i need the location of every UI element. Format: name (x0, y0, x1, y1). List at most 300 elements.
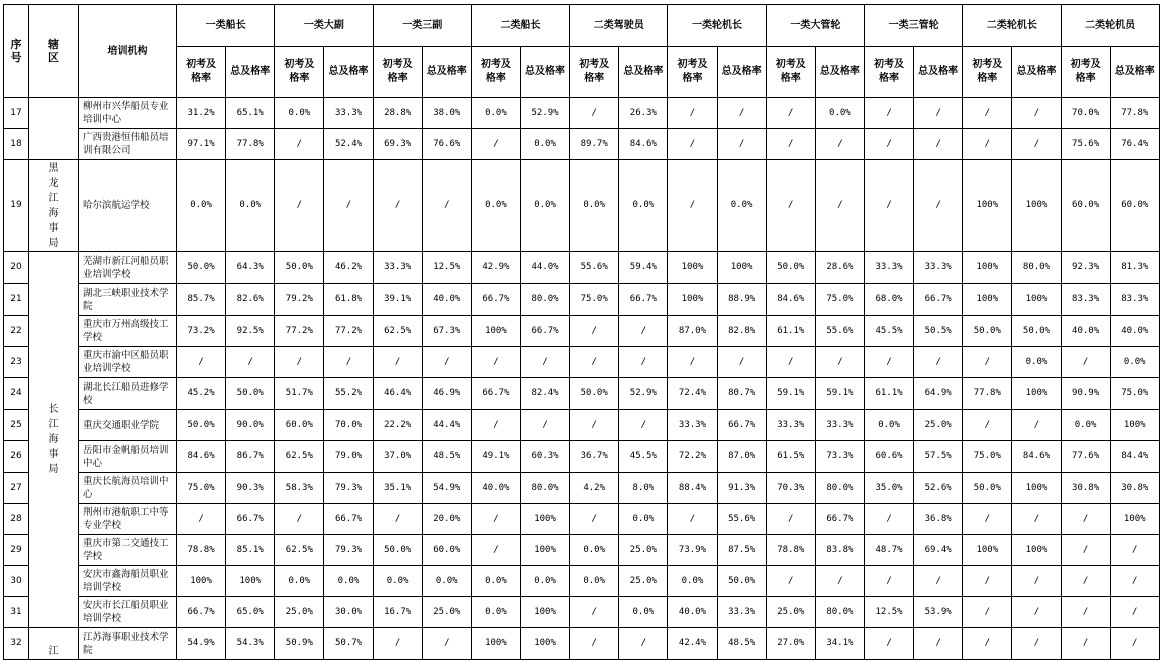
first-pass-rate-cell: / (766, 566, 815, 597)
region-cell: 长江海事局 (29, 252, 79, 628)
first-pass-rate-cell: 84.6% (766, 284, 815, 316)
table-row (4, 160, 1160, 252)
institution-name: 安庆市长江船员职业培训学校 (79, 597, 177, 628)
first-pass-rate-cell: 61.1% (864, 378, 913, 410)
first-pass-rate-cell: 78.8% (766, 535, 815, 566)
total-pass-rate-cell: 40.0% (1110, 316, 1159, 347)
table-row (4, 252, 1160, 284)
group-header: 一类三管轮 (864, 5, 962, 47)
first-pass-rate-cell: 72.2% (668, 441, 717, 473)
total-pass-rate-cell: / (1110, 628, 1159, 660)
institution-name: 重庆市第二交通技工学校 (79, 535, 177, 566)
table-row (4, 347, 1160, 378)
first-pass-rate-cell: 50.0% (373, 535, 422, 566)
first-pass-rate-cell: 0.0% (275, 98, 324, 129)
total-pass-rate-header: 总及格率 (422, 47, 471, 98)
first-pass-rate-cell: 75.0% (177, 473, 226, 504)
total-pass-rate-cell: 46.2% (324, 252, 373, 284)
first-pass-rate-cell: / (275, 347, 324, 378)
first-pass-rate-cell: 40.0% (668, 597, 717, 628)
total-pass-rate-cell: 88.9% (717, 284, 766, 316)
first-pass-rate-cell: 33.3% (766, 410, 815, 441)
first-pass-rate-cell: / (471, 129, 520, 160)
first-pass-rate-cell: 50.0% (275, 252, 324, 284)
row-number: 17 (4, 98, 29, 129)
first-pass-rate-cell: / (1061, 628, 1110, 660)
first-pass-rate-cell: 100% (963, 284, 1012, 316)
row-number: 20 (4, 252, 29, 284)
group-header: 二类轮机长 (963, 5, 1061, 47)
total-pass-rate-cell: / (324, 160, 373, 252)
first-pass-rate-cell: 45.5% (864, 316, 913, 347)
row-number: 19 (4, 160, 29, 252)
total-pass-rate-cell: 53.9% (914, 597, 963, 628)
first-pass-rate-cell: 79.2% (275, 284, 324, 316)
total-pass-rate-cell: 66.7% (914, 284, 963, 316)
first-pass-rate-cell: / (864, 566, 913, 597)
total-pass-rate-cell: 52.6% (914, 473, 963, 504)
total-pass-rate-cell: / (815, 347, 864, 378)
total-pass-rate-cell: 80.0% (815, 473, 864, 504)
first-pass-rate-cell: 61.1% (766, 316, 815, 347)
first-pass-rate-header: 初考及格率 (864, 47, 913, 98)
first-pass-rate-cell: / (373, 504, 422, 535)
first-pass-rate-cell: 0.0% (275, 566, 324, 597)
total-pass-rate-cell: / (1012, 504, 1061, 535)
first-pass-rate-cell: 72.4% (668, 378, 717, 410)
first-pass-rate-header: 初考及格率 (471, 47, 520, 98)
first-pass-rate-cell: 42.4% (668, 628, 717, 660)
first-pass-rate-cell: / (275, 160, 324, 252)
first-pass-rate-cell: / (864, 504, 913, 535)
total-pass-rate-cell: 26.3% (619, 98, 668, 129)
first-pass-rate-cell: 66.7% (471, 284, 520, 316)
first-pass-rate-cell: 0.0% (373, 566, 422, 597)
first-pass-rate-cell: / (1061, 535, 1110, 566)
table-row (4, 129, 1160, 160)
total-pass-rate-cell: 61.8% (324, 284, 373, 316)
region-cell: 江 (29, 628, 79, 660)
total-pass-rate-cell: / (619, 316, 668, 347)
first-pass-rate-cell: 62.5% (373, 316, 422, 347)
row-number: 24 (4, 378, 29, 410)
group-header: 一类大副 (275, 5, 373, 47)
total-pass-rate-cell: 40.0% (422, 284, 471, 316)
first-pass-rate-cell: 75.0% (570, 284, 619, 316)
first-pass-rate-cell: / (1061, 504, 1110, 535)
total-pass-rate-header: 总及格率 (520, 47, 569, 98)
first-pass-rate-cell: / (963, 98, 1012, 129)
first-pass-rate-cell: 92.3% (1061, 252, 1110, 284)
first-pass-rate-cell: / (963, 628, 1012, 660)
first-pass-rate-cell: / (1061, 566, 1110, 597)
first-pass-rate-cell: 60.6% (864, 441, 913, 473)
first-pass-rate-cell: 33.3% (668, 410, 717, 441)
first-pass-rate-cell: 40.0% (1061, 316, 1110, 347)
total-pass-rate-cell: / (1110, 597, 1159, 628)
institution-name: 重庆市渝中区船员职业培训学校 (79, 347, 177, 378)
total-pass-rate-cell: 0.0% (520, 129, 569, 160)
first-pass-rate-cell: 84.6% (177, 441, 226, 473)
first-pass-rate-cell: 49.1% (471, 441, 520, 473)
first-pass-rate-cell: 31.2% (177, 98, 226, 129)
institution-name: 芜湖市新江河船员职业培训学校 (79, 252, 177, 284)
total-pass-rate-cell: 57.5% (914, 441, 963, 473)
first-pass-rate-header: 初考及格率 (570, 47, 619, 98)
institution-name: 湖北长江船员进修学校 (79, 378, 177, 410)
total-pass-rate-header: 总及格率 (815, 47, 864, 98)
group-header: 一类轮机长 (668, 5, 766, 47)
total-pass-rate-cell: / (914, 628, 963, 660)
total-pass-rate-cell: 52.9% (520, 98, 569, 129)
institution-name: 广西贵港恒伟船员培训有限公司 (79, 129, 177, 160)
total-pass-rate-cell: 83.3% (1110, 284, 1159, 316)
first-pass-rate-cell: 0.0% (471, 98, 520, 129)
first-pass-rate-cell: / (963, 410, 1012, 441)
first-pass-rate-cell: / (864, 628, 913, 660)
total-pass-rate-cell: 60.0% (422, 535, 471, 566)
total-pass-rate-cell: / (422, 628, 471, 660)
region-cell: 黑龙江海事局 (29, 160, 79, 252)
pass-rate-table (3, 4, 1160, 660)
total-pass-rate-header: 总及格率 (914, 47, 963, 98)
total-pass-rate-cell: 66.7% (324, 504, 373, 535)
first-pass-rate-cell: / (963, 597, 1012, 628)
first-pass-rate-header: 初考及格率 (275, 47, 324, 98)
first-pass-rate-cell: 0.0% (570, 535, 619, 566)
first-pass-rate-cell: / (766, 129, 815, 160)
first-pass-rate-cell: 37.0% (373, 441, 422, 473)
total-pass-rate-cell: 0.0% (717, 160, 766, 252)
first-pass-rate-cell: / (963, 347, 1012, 378)
total-pass-rate-cell: / (520, 347, 569, 378)
total-pass-rate-cell: 80.0% (815, 597, 864, 628)
first-pass-rate-header: 初考及格率 (766, 47, 815, 98)
total-pass-rate-cell: 50.0% (717, 566, 766, 597)
total-pass-rate-cell: / (717, 98, 766, 129)
total-pass-rate-cell: / (619, 347, 668, 378)
total-pass-rate-cell: 50.7% (324, 628, 373, 660)
total-pass-rate-cell: 77.2% (324, 316, 373, 347)
total-pass-rate-cell: 64.3% (226, 252, 275, 284)
first-pass-rate-cell: / (766, 504, 815, 535)
first-pass-rate-cell: / (177, 347, 226, 378)
first-pass-rate-cell: 78.8% (177, 535, 226, 566)
total-pass-rate-cell: / (1012, 98, 1061, 129)
row-number: 31 (4, 597, 29, 628)
total-pass-rate-cell: / (1012, 628, 1061, 660)
first-pass-rate-cell: / (471, 535, 520, 566)
first-pass-rate-cell: 12.5% (864, 597, 913, 628)
first-pass-rate-header: 初考及格率 (963, 47, 1012, 98)
total-pass-rate-cell: 75.0% (815, 284, 864, 316)
first-pass-rate-cell: / (471, 410, 520, 441)
total-pass-rate-cell: / (717, 129, 766, 160)
first-pass-rate-cell: 69.3% (373, 129, 422, 160)
total-pass-rate-cell: 0.0% (619, 597, 668, 628)
first-pass-rate-cell: 0.0% (668, 566, 717, 597)
first-pass-rate-cell: 100% (963, 160, 1012, 252)
table-row (4, 504, 1160, 535)
group-header: 二类轮机员 (1061, 5, 1159, 47)
first-pass-rate-cell: / (1061, 347, 1110, 378)
total-pass-rate-cell: 70.0% (324, 410, 373, 441)
total-pass-rate-cell: 100% (520, 504, 569, 535)
total-pass-rate-cell: 79.0% (324, 441, 373, 473)
total-pass-rate-cell: 50.5% (914, 316, 963, 347)
total-pass-rate-cell: 52.4% (324, 129, 373, 160)
total-pass-rate-cell: 87.0% (717, 441, 766, 473)
first-pass-rate-cell: / (471, 504, 520, 535)
total-pass-rate-cell: 100% (717, 252, 766, 284)
first-pass-rate-cell: 46.4% (373, 378, 422, 410)
total-pass-rate-cell: 84.6% (1012, 441, 1061, 473)
total-pass-rate-cell: / (520, 410, 569, 441)
first-pass-rate-cell: / (570, 628, 619, 660)
total-pass-rate-cell: 66.7% (619, 284, 668, 316)
first-pass-rate-cell: / (570, 597, 619, 628)
first-pass-rate-cell: 89.7% (570, 129, 619, 160)
first-pass-rate-cell: 0.0% (570, 566, 619, 597)
total-pass-rate-cell: / (1110, 566, 1159, 597)
total-pass-rate-cell: 25.0% (914, 410, 963, 441)
total-pass-rate-cell: 44.4% (422, 410, 471, 441)
first-pass-rate-cell: 22.2% (373, 410, 422, 441)
total-pass-rate-header: 总及格率 (1012, 47, 1061, 98)
first-pass-rate-cell: / (570, 347, 619, 378)
total-pass-rate-cell: 33.3% (815, 410, 864, 441)
total-pass-rate-cell: / (1012, 410, 1061, 441)
total-pass-rate-cell: 80.0% (1012, 252, 1061, 284)
total-pass-rate-cell: 30.8% (1110, 473, 1159, 504)
table-row (4, 566, 1160, 597)
first-pass-rate-cell: 36.7% (570, 441, 619, 473)
first-pass-rate-cell: 0.0% (471, 566, 520, 597)
institution-name: 重庆长航海员培训中心 (79, 473, 177, 504)
first-pass-rate-cell: / (864, 129, 913, 160)
group-header: 一类三副 (373, 5, 471, 47)
row-number: 21 (4, 284, 29, 316)
total-pass-rate-cell: 79.3% (324, 473, 373, 504)
total-pass-rate-cell: 25.0% (422, 597, 471, 628)
total-pass-rate-cell: / (815, 566, 864, 597)
total-pass-rate-cell: 0.0% (520, 160, 569, 252)
first-pass-rate-cell: / (177, 504, 226, 535)
first-pass-rate-cell: 73.2% (177, 316, 226, 347)
first-pass-rate-cell: 0.0% (570, 160, 619, 252)
total-pass-rate-cell: 67.3% (422, 316, 471, 347)
first-pass-rate-cell: 68.0% (864, 284, 913, 316)
total-pass-rate-cell: 66.7% (717, 410, 766, 441)
total-pass-rate-cell: 25.0% (619, 535, 668, 566)
total-pass-rate-cell: / (422, 347, 471, 378)
first-pass-rate-cell: 48.7% (864, 535, 913, 566)
total-pass-rate-cell: 0.0% (422, 566, 471, 597)
total-pass-rate-cell: 55.6% (717, 504, 766, 535)
first-pass-rate-cell: 66.7% (177, 597, 226, 628)
total-pass-rate-cell: 75.0% (1110, 378, 1159, 410)
first-pass-rate-cell: 61.5% (766, 441, 815, 473)
group-header: 一类船长 (177, 5, 275, 47)
total-pass-rate-cell: 0.0% (226, 160, 275, 252)
first-pass-rate-cell: 42.9% (471, 252, 520, 284)
first-pass-rate-header: 初考及格率 (373, 47, 422, 98)
group-header: 一类大管轮 (766, 5, 864, 47)
first-pass-rate-cell: 62.5% (275, 535, 324, 566)
total-pass-rate-cell: 12.5% (422, 252, 471, 284)
total-pass-rate-cell: 66.7% (520, 316, 569, 347)
institution-header: 培训机构 (79, 5, 177, 98)
institution-name: 岳阳市金帆船员培训中心 (79, 441, 177, 473)
table-row (4, 535, 1160, 566)
total-pass-rate-cell: 90.3% (226, 473, 275, 504)
first-pass-rate-cell: 0.0% (864, 410, 913, 441)
institution-name: 江苏海事职业技术学院 (79, 628, 177, 660)
first-pass-rate-cell: 100% (668, 252, 717, 284)
total-pass-rate-cell: 36.8% (914, 504, 963, 535)
row-number: 23 (4, 347, 29, 378)
total-pass-rate-cell: 28.6% (815, 252, 864, 284)
total-pass-rate-cell: 86.7% (226, 441, 275, 473)
total-pass-rate-cell: / (226, 347, 275, 378)
total-pass-rate-cell: 84.4% (1110, 441, 1159, 473)
total-pass-rate-cell: 82.6% (226, 284, 275, 316)
first-pass-rate-cell: / (275, 129, 324, 160)
first-pass-rate-cell: 25.0% (766, 597, 815, 628)
first-pass-rate-cell: / (570, 316, 619, 347)
first-pass-rate-cell: / (570, 98, 619, 129)
total-pass-rate-cell: 100% (1012, 284, 1061, 316)
first-pass-rate-cell: / (766, 347, 815, 378)
first-pass-rate-cell: 4.2% (570, 473, 619, 504)
first-pass-rate-cell: / (668, 129, 717, 160)
first-pass-rate-cell: / (1061, 597, 1110, 628)
total-pass-rate-cell: 38.0% (422, 98, 471, 129)
total-pass-rate-cell: 33.3% (914, 252, 963, 284)
first-pass-rate-cell: 100% (963, 535, 1012, 566)
total-pass-rate-cell: 100% (520, 535, 569, 566)
table-row (4, 378, 1160, 410)
total-pass-rate-cell: / (1012, 566, 1061, 597)
total-pass-rate-cell: 100% (1012, 535, 1061, 566)
total-pass-rate-cell: 77.8% (226, 129, 275, 160)
total-pass-rate-cell: 0.0% (619, 504, 668, 535)
total-pass-rate-cell: 79.3% (324, 535, 373, 566)
total-pass-rate-cell: / (717, 347, 766, 378)
total-pass-rate-cell: 8.0% (619, 473, 668, 504)
row-number: 26 (4, 441, 29, 473)
first-pass-rate-cell: 51.7% (275, 378, 324, 410)
total-pass-rate-cell: 50.0% (226, 378, 275, 410)
total-pass-rate-cell: 25.0% (619, 566, 668, 597)
table-row (4, 628, 1160, 660)
first-pass-rate-cell: 100% (471, 628, 520, 660)
first-pass-rate-cell: 35.0% (864, 473, 913, 504)
total-pass-rate-cell: 80.7% (717, 378, 766, 410)
total-pass-rate-cell: / (914, 347, 963, 378)
total-pass-rate-cell: / (914, 98, 963, 129)
first-pass-rate-cell: / (864, 98, 913, 129)
row-number: 32 (4, 628, 29, 660)
total-pass-rate-cell: 81.3% (1110, 252, 1159, 284)
first-pass-rate-cell: / (570, 410, 619, 441)
first-pass-rate-cell: 0.0% (471, 597, 520, 628)
total-pass-rate-header: 总及格率 (324, 47, 373, 98)
row-number: 25 (4, 410, 29, 441)
first-pass-rate-cell: 75.6% (1061, 129, 1110, 160)
total-pass-rate-cell: 55.2% (324, 378, 373, 410)
first-pass-rate-cell: 54.9% (177, 628, 226, 660)
first-pass-rate-cell: 0.0% (177, 160, 226, 252)
total-pass-rate-cell: 77.8% (1110, 98, 1159, 129)
first-pass-rate-cell: 0.0% (471, 160, 520, 252)
first-pass-rate-cell: 50.0% (177, 410, 226, 441)
first-pass-rate-cell: / (864, 160, 913, 252)
first-pass-rate-cell: 70.0% (1061, 98, 1110, 129)
total-pass-rate-cell: 80.0% (520, 473, 569, 504)
total-pass-rate-header: 总及格率 (1110, 47, 1159, 98)
first-pass-rate-cell: 100% (668, 284, 717, 316)
first-pass-rate-cell: 60.0% (275, 410, 324, 441)
first-pass-rate-cell: 83.3% (1061, 284, 1110, 316)
first-pass-rate-cell: 70.3% (766, 473, 815, 504)
total-pass-rate-cell: 60.3% (520, 441, 569, 473)
first-pass-rate-header: 初考及格率 (177, 47, 226, 98)
total-pass-rate-cell: 69.4% (914, 535, 963, 566)
total-pass-rate-header: 总及格率 (717, 47, 766, 98)
total-pass-rate-cell: 65.1% (226, 98, 275, 129)
first-pass-rate-cell: 77.6% (1061, 441, 1110, 473)
total-pass-rate-cell: 50.0% (1012, 316, 1061, 347)
total-pass-rate-cell: 82.8% (717, 316, 766, 347)
first-pass-rate-cell: 60.0% (1061, 160, 1110, 252)
row-number: 28 (4, 504, 29, 535)
first-pass-rate-cell: / (864, 347, 913, 378)
total-pass-rate-cell: 52.9% (619, 378, 668, 410)
total-pass-rate-header: 总及格率 (226, 47, 275, 98)
total-pass-rate-cell: 44.0% (520, 252, 569, 284)
first-pass-rate-cell: 50.0% (570, 378, 619, 410)
total-pass-rate-cell: 0.0% (520, 566, 569, 597)
first-pass-rate-cell: 40.0% (471, 473, 520, 504)
first-pass-rate-cell: 50.9% (275, 628, 324, 660)
total-pass-rate-cell: 0.0% (1012, 347, 1061, 378)
total-pass-rate-cell: 59.4% (619, 252, 668, 284)
region-header: 辖区 (29, 5, 79, 98)
table-row (4, 284, 1160, 316)
total-pass-rate-cell: 30.0% (324, 597, 373, 628)
total-pass-rate-cell: / (914, 129, 963, 160)
total-pass-rate-cell: 54.9% (422, 473, 471, 504)
institution-name: 湖北三峡职业技术学院 (79, 284, 177, 316)
first-pass-rate-cell: / (963, 504, 1012, 535)
institution-name: 柳州市兴华船员专业培训中心 (79, 98, 177, 129)
first-pass-rate-cell: 75.0% (963, 441, 1012, 473)
first-pass-rate-cell: 28.8% (373, 98, 422, 129)
row-number: 30 (4, 566, 29, 597)
total-pass-rate-cell: 100% (1110, 504, 1159, 535)
first-pass-rate-cell: 33.3% (373, 252, 422, 284)
first-pass-rate-cell: 100% (177, 566, 226, 597)
first-pass-rate-cell: / (373, 160, 422, 252)
first-pass-rate-cell: 77.8% (963, 378, 1012, 410)
first-pass-rate-cell: / (570, 504, 619, 535)
total-pass-rate-cell: 0.0% (619, 160, 668, 252)
first-pass-rate-cell: 50.0% (766, 252, 815, 284)
total-pass-rate-cell: / (619, 410, 668, 441)
total-pass-rate-cell: 66.7% (226, 504, 275, 535)
total-pass-rate-cell: 100% (1110, 410, 1159, 441)
